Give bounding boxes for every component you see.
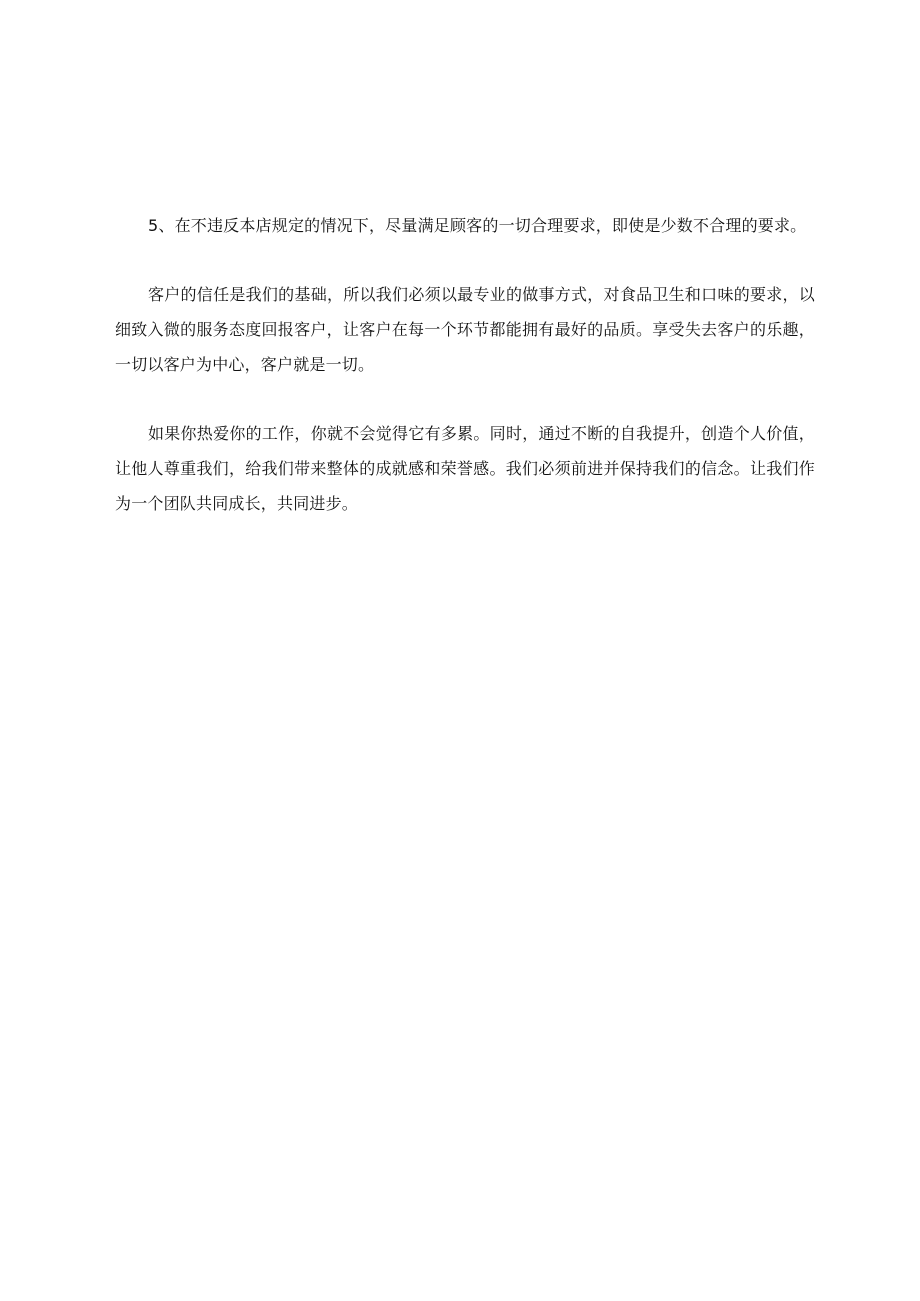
document-body bbox=[115, 208, 815, 555]
paragraph-love-your-work: 如果你热爱你的工作，你就不会觉得它有多累。同时，通过不断的自我提升，创造个人价值，让他人尊重我们，给我们带来整体的成就感和荣誉感。我们必须前进并保持我们的信念。让我们作为一个团队共同成长，共同进步。 bbox=[115, 424, 815, 513]
paragraph-customer-trust: 客户的信任是我们的基础，所以我们必须以最专业的做事方式，对食品卫生和口味的要求，以细致入微的服务态度回报客户，让客户在每一个环节都能拥有最好的品质。享受失去客户的乐趣，一切以客户为中心，客户就是一切。 bbox=[115, 285, 815, 374]
paragraph-item-5: 5、在不违反本店规定的情况下，尽量满足顾客的一切合理要求，即使是少数不合理的要求。 bbox=[148, 216, 807, 235]
